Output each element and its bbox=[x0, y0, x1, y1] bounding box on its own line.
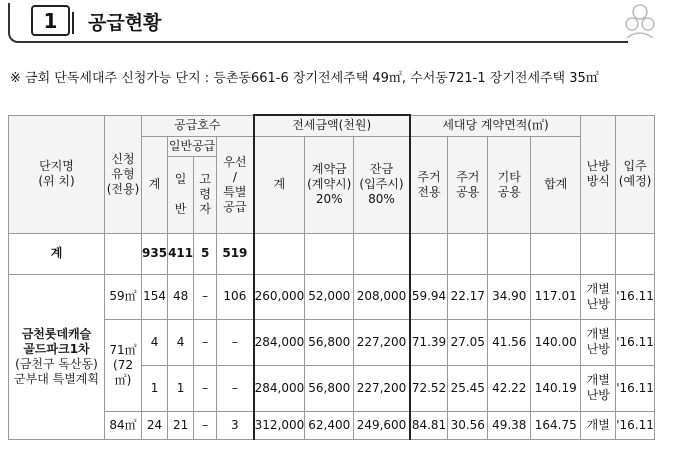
row-type: 59㎡ bbox=[105, 274, 142, 319]
col-header-area: 세대당 계약면적(㎡) bbox=[410, 115, 581, 136]
complex-plan: 군부대 특별계획 bbox=[14, 371, 99, 386]
row-deposit-contract: 56,800 bbox=[305, 365, 354, 411]
row-area-common: 30.56 bbox=[448, 411, 488, 439]
row-area-private: 71.39 bbox=[410, 319, 448, 365]
col-header-deposit: 전세금액(천원) bbox=[254, 115, 410, 136]
row-area-sum: 140.00 bbox=[531, 319, 581, 365]
row-total: 1 bbox=[142, 365, 168, 411]
row-general: 1 bbox=[168, 365, 194, 411]
col-header-priority: 우선 / 특별 공급 bbox=[217, 136, 254, 233]
eligible-complex-note: ※ 금회 단독세대주 신청가능 단지 : 등촌동661-6 장기전세주택 49㎡, 수서동721-1 장기전세주택 35㎡ bbox=[10, 71, 599, 86]
row-area-other: 34.90 bbox=[488, 274, 531, 319]
row-priority: 3 bbox=[217, 411, 254, 439]
total-row-total: 935 bbox=[142, 233, 168, 274]
row-area-common: 25.45 bbox=[448, 365, 488, 411]
mascot-logo-icon bbox=[615, 0, 665, 40]
row-area-private: 59.94 bbox=[410, 274, 448, 319]
table-row bbox=[9, 319, 655, 365]
row-area-other: 42.22 bbox=[488, 365, 531, 411]
row-deposit-total: 284,000 bbox=[254, 365, 305, 411]
total-row-senior: 5 bbox=[194, 233, 217, 274]
row-deposit-balance: 227,200 bbox=[354, 365, 410, 411]
row-general: 4 bbox=[168, 319, 194, 365]
row-heating: 개별 bbox=[581, 411, 616, 439]
row-area-other: 49.38 bbox=[488, 411, 531, 439]
row-priority: – bbox=[217, 319, 254, 365]
complex-name: 금천롯데캐슬 골드파크1차 bbox=[21, 326, 92, 356]
row-heating: 개별 난방 bbox=[581, 365, 616, 411]
col-header-area-other: 기타 공용 bbox=[488, 136, 531, 233]
row-deposit-contract: 52,000 bbox=[305, 274, 354, 319]
total-row-general: 411 bbox=[168, 233, 194, 274]
row-total: 154 bbox=[142, 274, 168, 319]
table-row bbox=[9, 274, 655, 319]
col-header-general: 일반공급 bbox=[168, 136, 217, 156]
row-priority: 106 bbox=[217, 274, 254, 319]
col-header-type: 신청 유형 (전용) bbox=[105, 115, 142, 233]
complex-location: (금천구 독산동) bbox=[15, 356, 98, 371]
row-deposit-total: 312,000 bbox=[254, 411, 305, 439]
complex-name-cell bbox=[9, 274, 105, 439]
row-area-other: 41.56 bbox=[488, 319, 531, 365]
row-general: 48 bbox=[168, 274, 194, 319]
col-header-deposit-contract: 계약금 (계약시) 20% bbox=[305, 136, 354, 233]
col-header-senior: 고 령 자 bbox=[194, 156, 217, 233]
row-heating: 개별 난방 bbox=[581, 319, 616, 365]
col-header-deposit-total: 계 bbox=[254, 136, 305, 233]
row-area-private: 72.52 bbox=[410, 365, 448, 411]
row-deposit-balance: 227,200 bbox=[354, 319, 410, 365]
section-title: 공급현황 bbox=[88, 12, 162, 34]
total-row-label: 계 bbox=[9, 233, 105, 274]
row-senior: – bbox=[194, 411, 217, 439]
row-deposit-total: 284,000 bbox=[254, 319, 305, 365]
col-header-movein: 입주 (예정) bbox=[616, 115, 655, 233]
col-header-deposit-balance: 잔금 (입주시) 80% bbox=[354, 136, 410, 233]
row-area-common: 22.17 bbox=[448, 274, 488, 319]
col-header-supply: 공급호수 bbox=[142, 115, 254, 136]
col-header-name: 단지명 (위 치) bbox=[9, 115, 105, 233]
col-header-area-sum: 합계 bbox=[531, 136, 581, 233]
row-area-sum: 117.01 bbox=[531, 274, 581, 319]
row-general: 21 bbox=[168, 411, 194, 439]
row-heating: 개별 난방 bbox=[581, 274, 616, 319]
total-row-priority: 519 bbox=[217, 233, 254, 274]
row-movein: '16.11 bbox=[616, 274, 655, 319]
row-deposit-contract: 56,800 bbox=[305, 319, 354, 365]
col-header-area-common: 주거 공용 bbox=[448, 136, 488, 233]
row-priority: – bbox=[217, 365, 254, 411]
row-deposit-balance: 208,000 bbox=[354, 274, 410, 319]
row-deposit-contract: 62,400 bbox=[305, 411, 354, 439]
table-row bbox=[9, 411, 655, 439]
row-movein: '16.11 bbox=[616, 319, 655, 365]
col-header-total: 계 bbox=[142, 136, 168, 233]
col-header-general-1: 일 반 bbox=[168, 156, 194, 233]
row-total: 4 bbox=[142, 319, 168, 365]
row-type: 84㎡ bbox=[105, 411, 142, 439]
row-deposit-total: 260,000 bbox=[254, 274, 305, 319]
row-movein: '16.11 bbox=[616, 411, 655, 439]
supply-status-table bbox=[8, 114, 655, 440]
row-area-common: 27.05 bbox=[448, 319, 488, 365]
row-area-private: 84.81 bbox=[410, 411, 448, 439]
row-senior: – bbox=[194, 319, 217, 365]
row-senior: – bbox=[194, 365, 217, 411]
row-area-sum: 140.19 bbox=[531, 365, 581, 411]
col-header-heating: 난방 방식 bbox=[581, 115, 616, 233]
row-area-sum: 164.75 bbox=[531, 411, 581, 439]
col-header-area-private: 주거 전용 bbox=[410, 136, 448, 233]
row-type-71: 71㎡ (72㎡) bbox=[105, 319, 142, 411]
section-number: 1 bbox=[31, 5, 70, 36]
row-total: 24 bbox=[142, 411, 168, 439]
row-movein: '16.11 bbox=[616, 365, 655, 411]
row-senior: – bbox=[194, 274, 217, 319]
row-deposit-balance: 249,600 bbox=[354, 411, 410, 439]
